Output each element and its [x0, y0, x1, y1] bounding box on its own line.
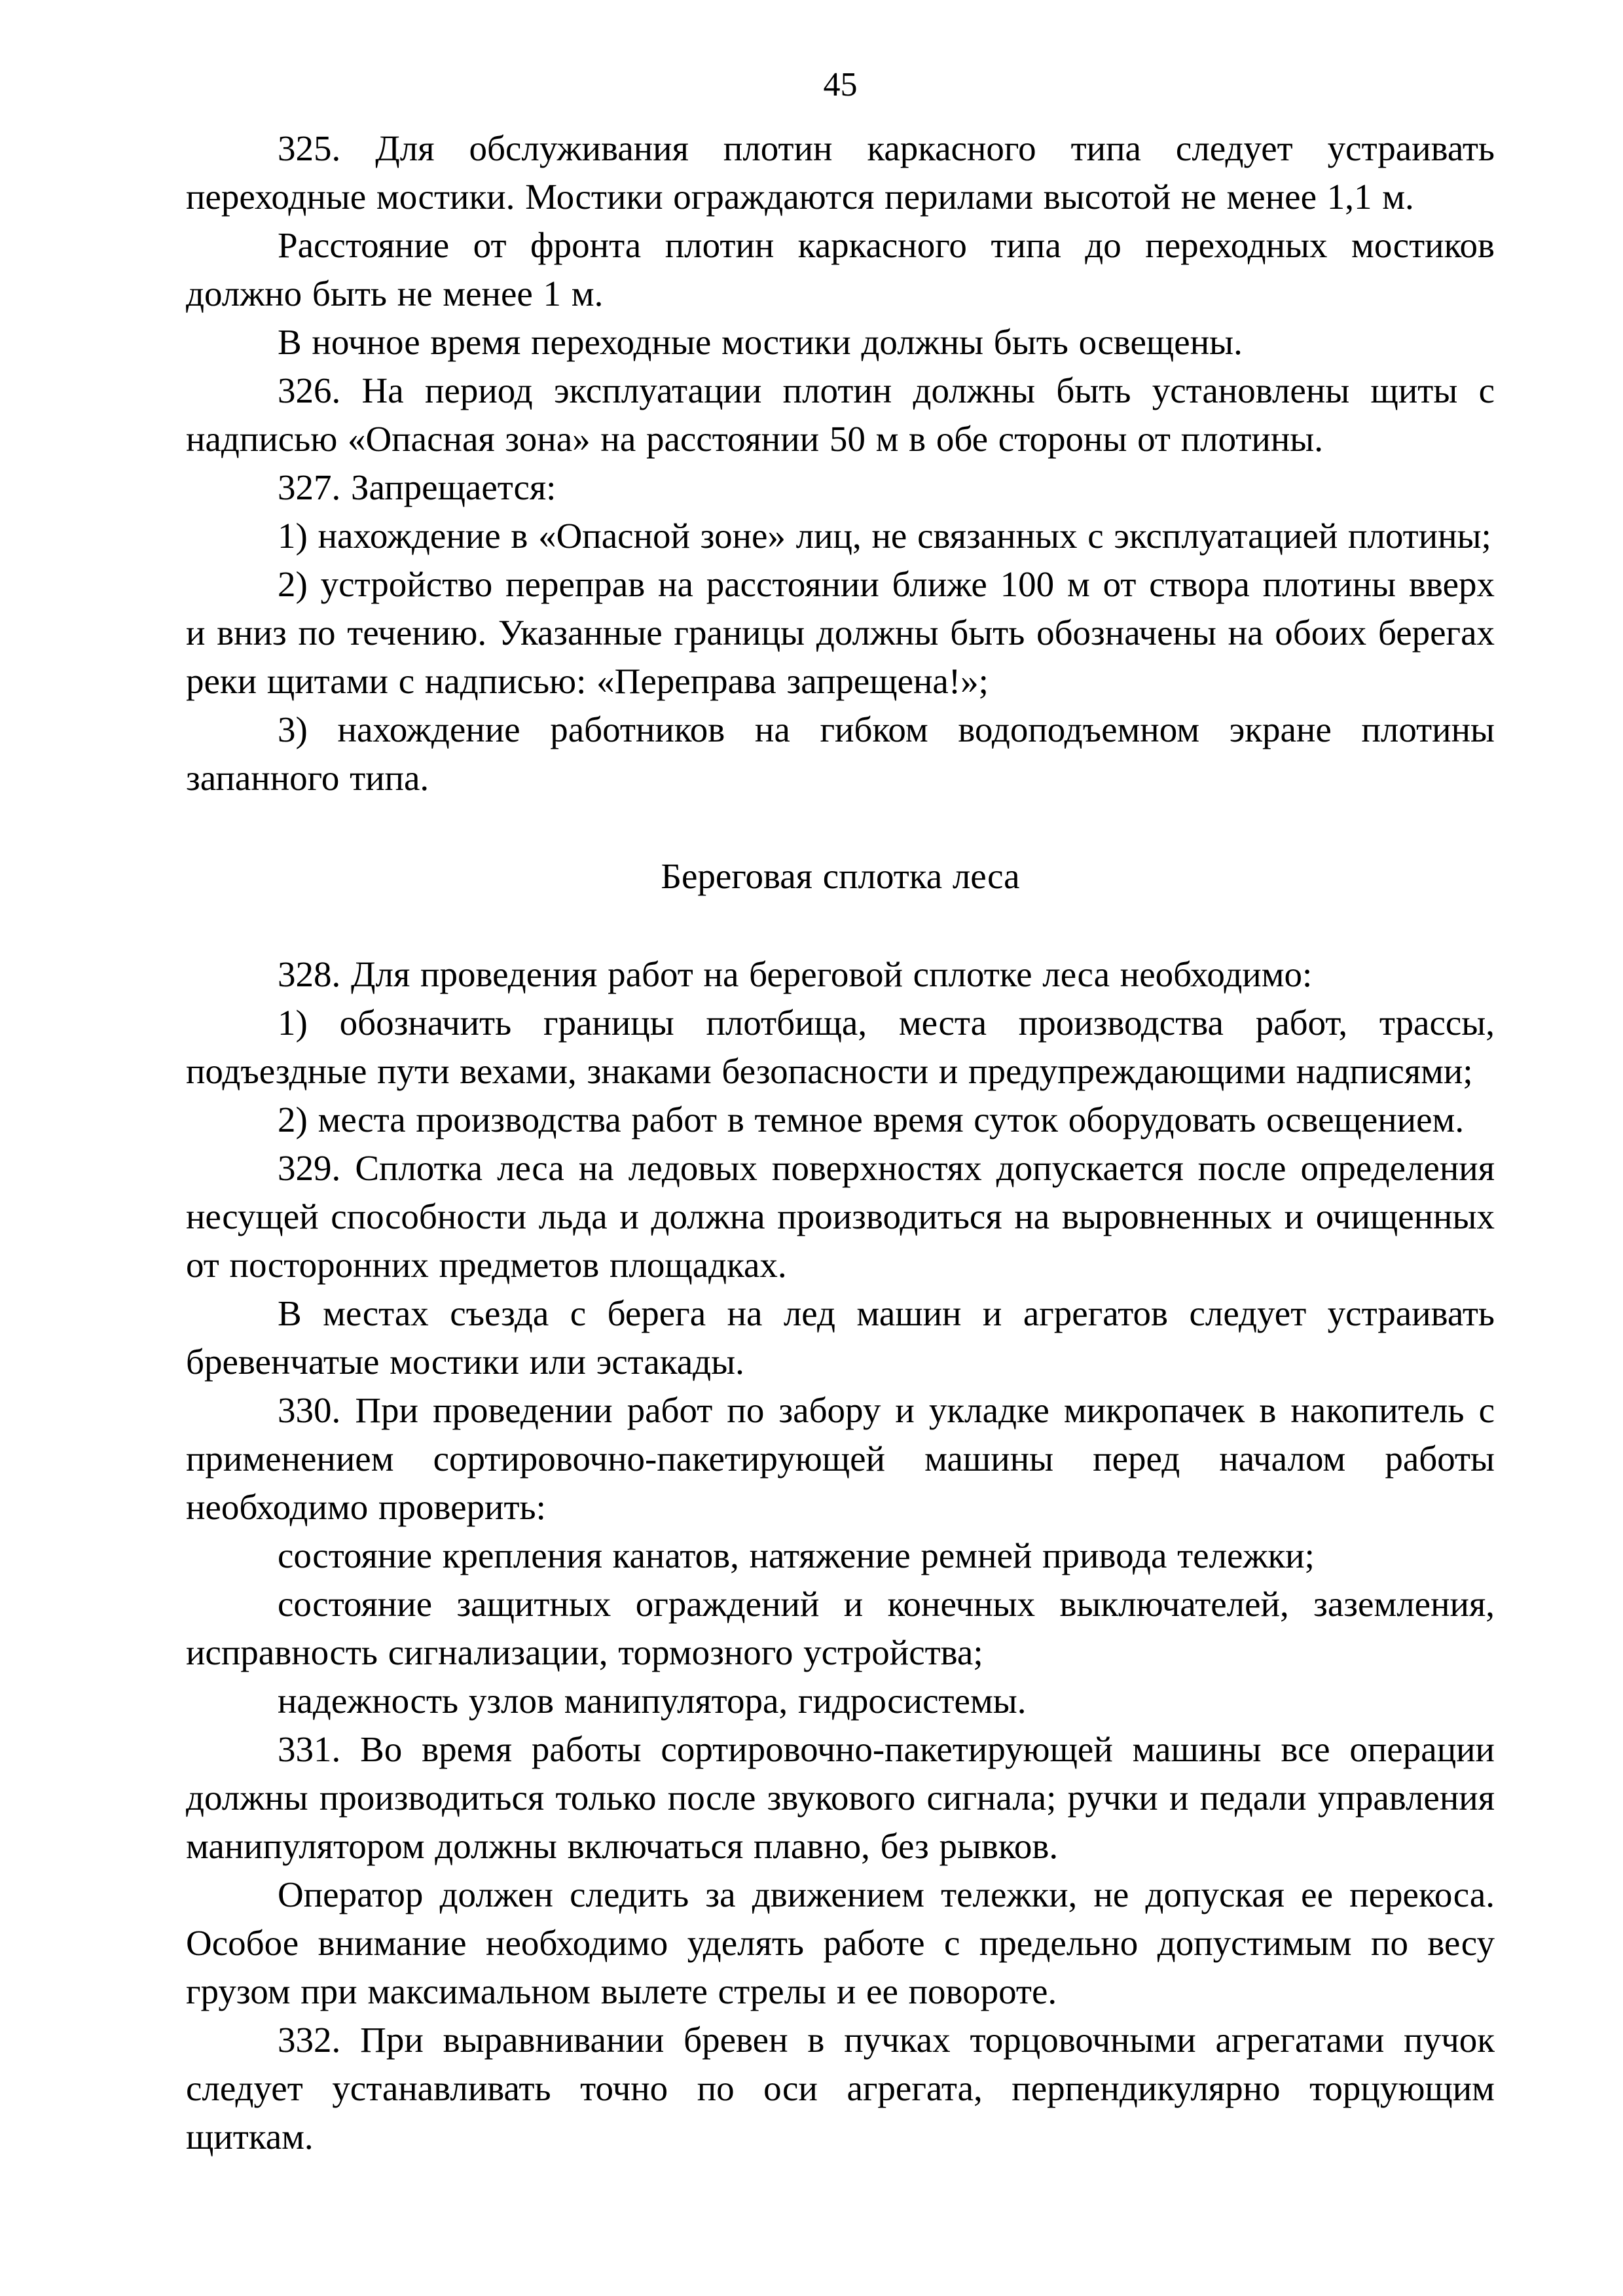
- paragraph: В ночное время переходные мостики должны быть освещены.: [278, 322, 1243, 362]
- paragraph: 1) нахождение в «Опасной зоне» лиц, не связанных с эксплуатацией плотины;: [278, 516, 1491, 556]
- paragraph: 1) обозначить границы плотбища, места производства работ, трассы, подъездные пути вехами, знаками безопасности и предупреждающими надписями;: [186, 1003, 1495, 1091]
- paragraph: В местах съезда с берега на лед машин и агрегатов следует устраивать бревенчатые мостики или эстакады.: [186, 1293, 1495, 1382]
- paragraph: состояние крепления канатов, натяжение ремней привода тележки;: [278, 1535, 1315, 1575]
- page-number: 45: [823, 66, 858, 103]
- paragraph: 2) устройство переправ на расстоянии ближе 100 м от створа плотины вверх и вниз по течению. Указанные границы должны быть обозначены на обоих берегах реки щитами с надписью: «Переправа запрещена!»;: [186, 564, 1495, 701]
- paragraph: 329. Сплотка леса на ледовых поверхностях допускается после определения несущей способности льда и должна производиться на выровненных и очищенных от посторонних предметов площадках.: [186, 1148, 1495, 1285]
- paragraph: 331. Во время работы сортировочно-пакетирующей машины все операции должны производиться только после звукового сигнала; ручки и педали управления манипулятором должны включаться плавно, без рывков.: [186, 1729, 1495, 1866]
- paragraph: 328. Для проведения работ на береговой сплотке леса необходимо:: [278, 954, 1313, 994]
- paragraph: 326. На период эксплуатации плотин должны быть установлены щиты с надписью «Опасная зона» на расстоянии 50 м в обе стороны от плотины.: [186, 370, 1495, 459]
- document-body: [186, 124, 1495, 2161]
- paragraph: 330. При проведении работ по забору и укладке микропачек в накопитель с применением сортировочно-пакетирующей машины перед началом работы необходимо проверить:: [186, 1390, 1495, 1527]
- paragraph: надежность узлов манипулятора, гидросистемы.: [278, 1681, 1027, 1721]
- section-heading: Береговая сплотка леса: [661, 856, 1020, 896]
- paragraph: состояние защитных ограждений и конечных выключателей, заземления, исправность сигнализации, тормозного устройства;: [186, 1584, 1495, 1672]
- paragraph: Расстояние от фронта плотин каркасного типа до переходных мостиков должно быть не менее 1 м.: [186, 225, 1495, 314]
- paragraph: 325. Для обслуживания плотин каркасного типа следует устраивать переходные мостики. Мостики ограждаются перилами высотой не менее 1,1 м.: [186, 128, 1495, 217]
- paragraph: 327. Запрещается:: [278, 467, 556, 507]
- paragraph: 332. При выравнивании бревен в пучках торцовочными агрегатами пучок следует устанавливать точно по оси агрегата, перпендикулярно торцующим щиткам.: [186, 2020, 1495, 2157]
- paragraph: 2) места производства работ в темное время суток оборудовать освещением.: [278, 1100, 1465, 1139]
- paragraph: 3) нахождение работников на гибком водоподъемном экране плотины запанного типа.: [186, 709, 1495, 798]
- paragraph: Оператор должен следить за движением тележки, не допуская ее перекоса. Особое внимание необходимо уделять работе с предельно допустимым по весу грузом при максимальном вылете стрелы и ее повороте.: [186, 1874, 1495, 2011]
